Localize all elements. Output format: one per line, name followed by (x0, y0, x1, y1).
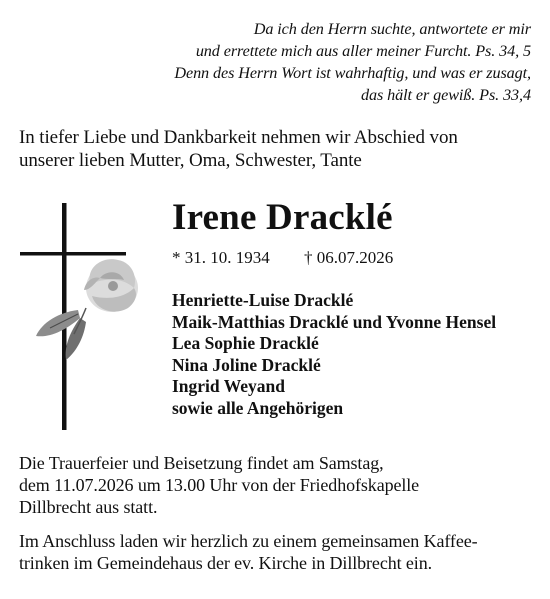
bible-verse (174, 18, 531, 106)
mourner-name: Henriette-Luise Dracklé (172, 290, 354, 310)
gathering-line: Im Anschluss laden wir herzlich zu einem gemeinsamen Kaffee- (19, 531, 478, 551)
mourner-name: Ingrid Weyand (172, 376, 285, 396)
death-date: † 06.07.2026 (304, 248, 394, 267)
mourners-list (172, 290, 496, 419)
mourner-name: Nina Joline Dracklé (172, 354, 321, 375)
intro-text (19, 126, 458, 172)
mourner-name: sowie alle Angehörigen (172, 397, 344, 418)
birth-date: * 31. 10. 1934 (172, 248, 270, 267)
verse-line: und errettete mich aus aller meiner Furcht. Ps. 34, 5 (195, 42, 531, 60)
funeral-line: dem 11.07.2026 um 13.00 Uhr von der Friedhofskapelle (19, 475, 420, 495)
funeral-line: Dillbrecht aus statt. (19, 497, 158, 517)
rose-illustration (36, 259, 138, 360)
intro-line: In tiefer Liebe und Dankbarkeit nehmen wir Abschied von (19, 127, 458, 148)
verse-line: das hält er gewiß. Ps. 33,4 (361, 86, 531, 104)
gathering-details (19, 530, 478, 574)
intro-line: unserer lieben Mutter, Oma, Schwester, Tante (19, 150, 362, 171)
funeral-details (19, 452, 419, 518)
deceased-name: Irene Dracklé (172, 197, 393, 238)
mourner-name: Lea Sophie Dracklé (172, 333, 319, 353)
cross-with-flower (20, 200, 170, 430)
mourner-name: Maik-Matthias Dracklé und Yvonne Hensel (172, 311, 497, 332)
verse-line: Denn des Herrn Wort ist wahrhaftig, und was er zusagt, (174, 64, 531, 82)
gathering-line: trinken im Gemeindehaus der ev. Kirche in Dillbrecht ein. (19, 553, 432, 573)
funeral-line: Die Trauerfeier und Beisetzung findet am Samstag, (19, 453, 384, 473)
life-dates (172, 248, 393, 268)
verse-line: Da ich den Herrn suchte, antwortete er mir (253, 20, 531, 38)
